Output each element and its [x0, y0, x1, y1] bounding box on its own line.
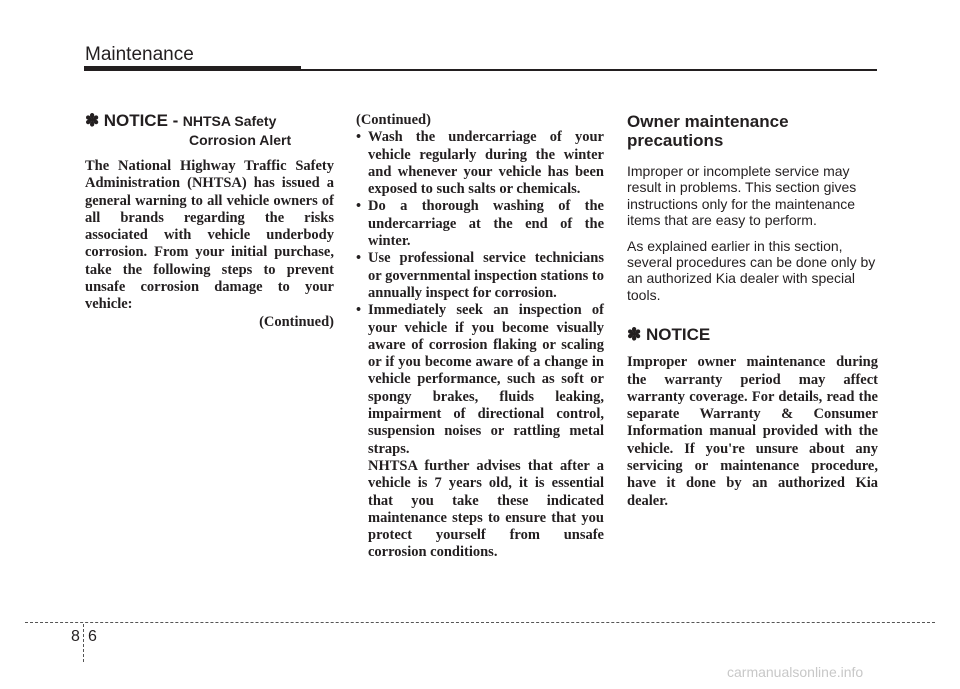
nhtsa-notice-heading — [85, 112, 334, 149]
page-number: 6 — [88, 628, 97, 645]
list-item — [356, 198, 604, 250]
watermark: carmanualsonline.info — [727, 664, 864, 680]
owner-maintenance-para2: As explained earlier in this section, several procedures can be done only by an authorized Kia dealer with special tools. — [627, 237, 876, 303]
notice-subtitle-line1: NHTSA Safety — [182, 113, 277, 129]
notice-star-icon: ✽ — [85, 111, 100, 130]
continued-label: (Continued) — [259, 313, 334, 330]
list-item — [356, 302, 604, 458]
bullet-icon: • — [356, 302, 362, 319]
list-item-text: Immediately seek an inspection of your vehicle if you become visually aware of corrosion flaking or scaling or if you become aware of a change in vehicle performance, such as soft or spongy brakes, fluids leaking, impairment of directional control, suspension noises or rattling metal straps. — [368, 302, 604, 457]
section-header: Maintenance — [85, 44, 194, 65]
notice-label: NOTICE - — [103, 111, 179, 130]
footer-rule — [25, 622, 935, 623]
notice-star-icon: ✽ — [627, 325, 642, 345]
owner-maintenance-para1: Improper or incomplete service may result in problems. This section gives instructions only for the maintenance items that are easy to perform. — [627, 163, 857, 229]
corrosion-steps-list — [356, 129, 604, 458]
list-item-text: Wash the undercarriage of your vehicle regularly during the winter and whenever your vehicle has been exposed to such salts or chemicals. — [368, 129, 604, 198]
column-left — [85, 112, 334, 331]
continued-label: (Continued) — [356, 112, 431, 128]
bullet-icon: • — [356, 129, 362, 146]
header-rule-thick — [84, 66, 301, 71]
list-item-text: Do a thorough washing of the undercarriage at the end of the winter. — [368, 198, 604, 250]
nhtsa-notice-body: The National Highway Traffic Safety Administration (NHTSA) has issued a general warning to all vehicle owners of all brands regarding the risks associated with vehicle underbody corrosion. From your initial purchase, take the following steps to prevent unsafe corrosion damage to your vehicle: — [85, 158, 334, 313]
list-item — [356, 129, 604, 198]
notice-label: NOTICE — [645, 325, 711, 345]
header-rule-thin — [301, 69, 877, 71]
list-item — [356, 250, 604, 302]
footer-separator — [83, 624, 84, 662]
column-middle — [356, 112, 604, 562]
notice-subtitle-line2: Corrosion Alert — [189, 132, 292, 148]
column-right — [627, 112, 878, 510]
chapter-number: 8 — [71, 628, 80, 645]
owner-maintenance-title: Owner maintenance precautions — [627, 112, 789, 150]
bullet-icon: • — [356, 198, 362, 215]
nhtsa-closing-paragraph: NHTSA further advises that after a vehicle is 7 years old, it is essential that you take these indicated maintenance steps to ensure that you protect yourself from unsafe corrosion conditions. — [368, 457, 604, 561]
notice-heading — [627, 325, 878, 345]
list-item-text: Use professional service technicians or governmental inspection stations to annually inspect for corrosion. — [368, 250, 604, 301]
notice-body: Improper owner maintenance during the warranty period may affect warranty coverage. For details, read the separate Warranty & Consumer Information manual provided with the vehicle. If you're unsure about any servicing or maintenance procedure, have it done by an authorized Kia dealer. — [627, 354, 878, 509]
bullet-icon: • — [356, 250, 362, 267]
